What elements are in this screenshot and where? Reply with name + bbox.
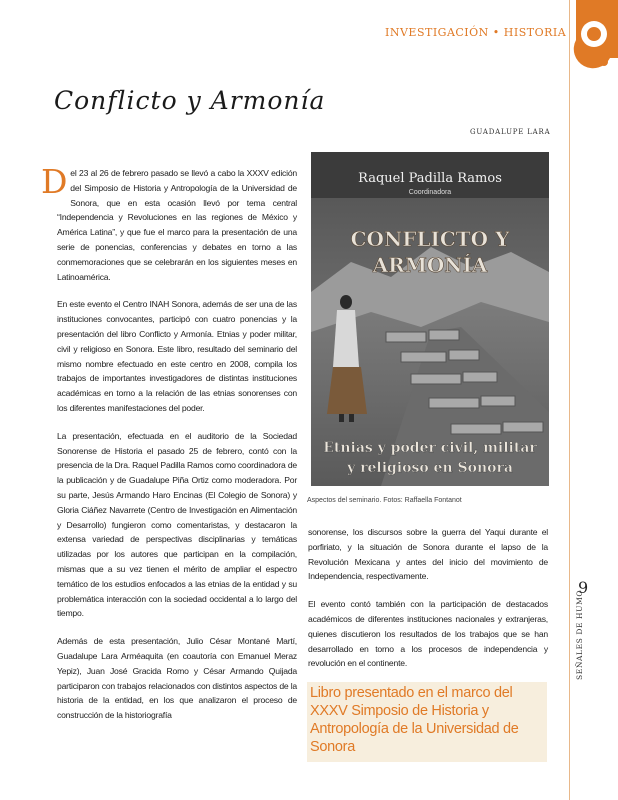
drop-cap: D xyxy=(41,162,68,201)
paragraph: Además de esta presentación, Julio César Montané Martí, Guadalupe Lara Arméaquita (en coautoría con Emanuel Meraz Yepiz), Juan José Gracida Romo y César Armando Quijada participaron con trabajos relacionados con distintos aspectos de la historia de la entidad, en los que analizaron el proceso de construcción de la historiografía xyxy=(57,636,297,721)
callout-text: Libro presentado en el marco del XXXV Simposio de Historia y Antropología de la Universidad de Sonora xyxy=(310,685,519,755)
book-role: Coordinadora xyxy=(408,189,452,196)
paragraph: El evento contó también con la participación de destacados académicos de diferentes instituciones nacionales y extranjeras, quienes discutieron los resultados de los trabajos que se han desarrollado en torno a los procesos de independencia y revolución en el continente. xyxy=(308,599,548,669)
book-title: CONFLICTO Y xyxy=(350,227,510,251)
paragraph: sonorense, los discursos sobre la guerra del Yaqui durante el porfiriato, y la situación de Sonora durante el lapso de la Revolución Mexicana y antes del inicio del movimiento de Independencia, respectivamente. xyxy=(308,527,548,582)
book-subtitle: Etnias y poder civil, militar xyxy=(323,440,537,456)
magazine-name: SEÑALES DE HUMO xyxy=(575,589,584,680)
right-column xyxy=(308,525,548,684)
paragraph: Del 23 al 26 de febrero pasado se llevó a cabo la XXXV edición del Simposio de Historia y Antropología de la Universidad de Sonora, que en esta ocasión llevó por tema central “Independencia y Revoluciones en las regiones de México y América Latina”, y que fue el marco para la presentación de una serie de ponencias, conferencias y debates en torno a las conmemoraciones que se celebrarán en los siguientes meses en Latinoamérica. xyxy=(41,162,297,282)
left-column xyxy=(41,162,297,736)
article-title: Conflicto y Armonía xyxy=(54,86,326,115)
side-divider xyxy=(569,0,570,800)
paragraph: En este evento el Centro INAH Sonora, además de ser una de las instituciones convocantes, participó con cuatro ponencias y la presentación del libro Conflicto y Armonía. Etnias y poder militar, civil y religioso en Sonora. Este libro, resultado del seminario del mismo nombre efectuado en este centro en 2008, compila los trabajos de importantes investigadores de distintas instituciones académicas en torno a la relación de las etnias sonorenses con los diferentes manifestaciones del poder. xyxy=(57,299,297,413)
book-subtitle: y religioso en Sonora xyxy=(347,460,513,476)
section-label: INVESTIGACIÓN • HISTORIA xyxy=(385,26,567,39)
book-title: ARMONÍA xyxy=(372,253,488,277)
book-cover-image xyxy=(311,152,549,486)
book-author: Raquel Padilla Ramos xyxy=(358,171,502,186)
page-number: 9 xyxy=(578,578,589,597)
book-cover-photo xyxy=(311,152,549,486)
article-author: GUADALUPE LARA xyxy=(470,128,551,136)
magazine-logo-icon xyxy=(570,0,618,70)
paragraph: La presentación, efectuada en el auditorio de la Sociedad Sonorense de Historia el pasado 25 de febrero, contó con la presencia de la Dra. Raquel Padilla Ramos como coordinadora de la publicación y de Guadalupe Piña Ortiz como moderadora. Por su parte, Jesús Armando Haro Encinas (El Colegio de Sonora) y Gloria Ciáñez Navarrete (Centro de Investigación en Alimentación y Desarrollo) fungieron como comentaristas, y destacaron la extensa variedad de perspectivas disciplinarias y temáticas utilizadas por los autores que participan en la compilación, mismas que a su vez tienen el mérito de ampliar el espectro temático de los estudios enfocados a las etnias de la entidad y su problemática interacción con la sociedad occidental a lo largo del tiempo. xyxy=(57,430,297,619)
photo-caption: Aspectos del seminario. Fotos: Raffaella Fontanot xyxy=(307,497,462,504)
